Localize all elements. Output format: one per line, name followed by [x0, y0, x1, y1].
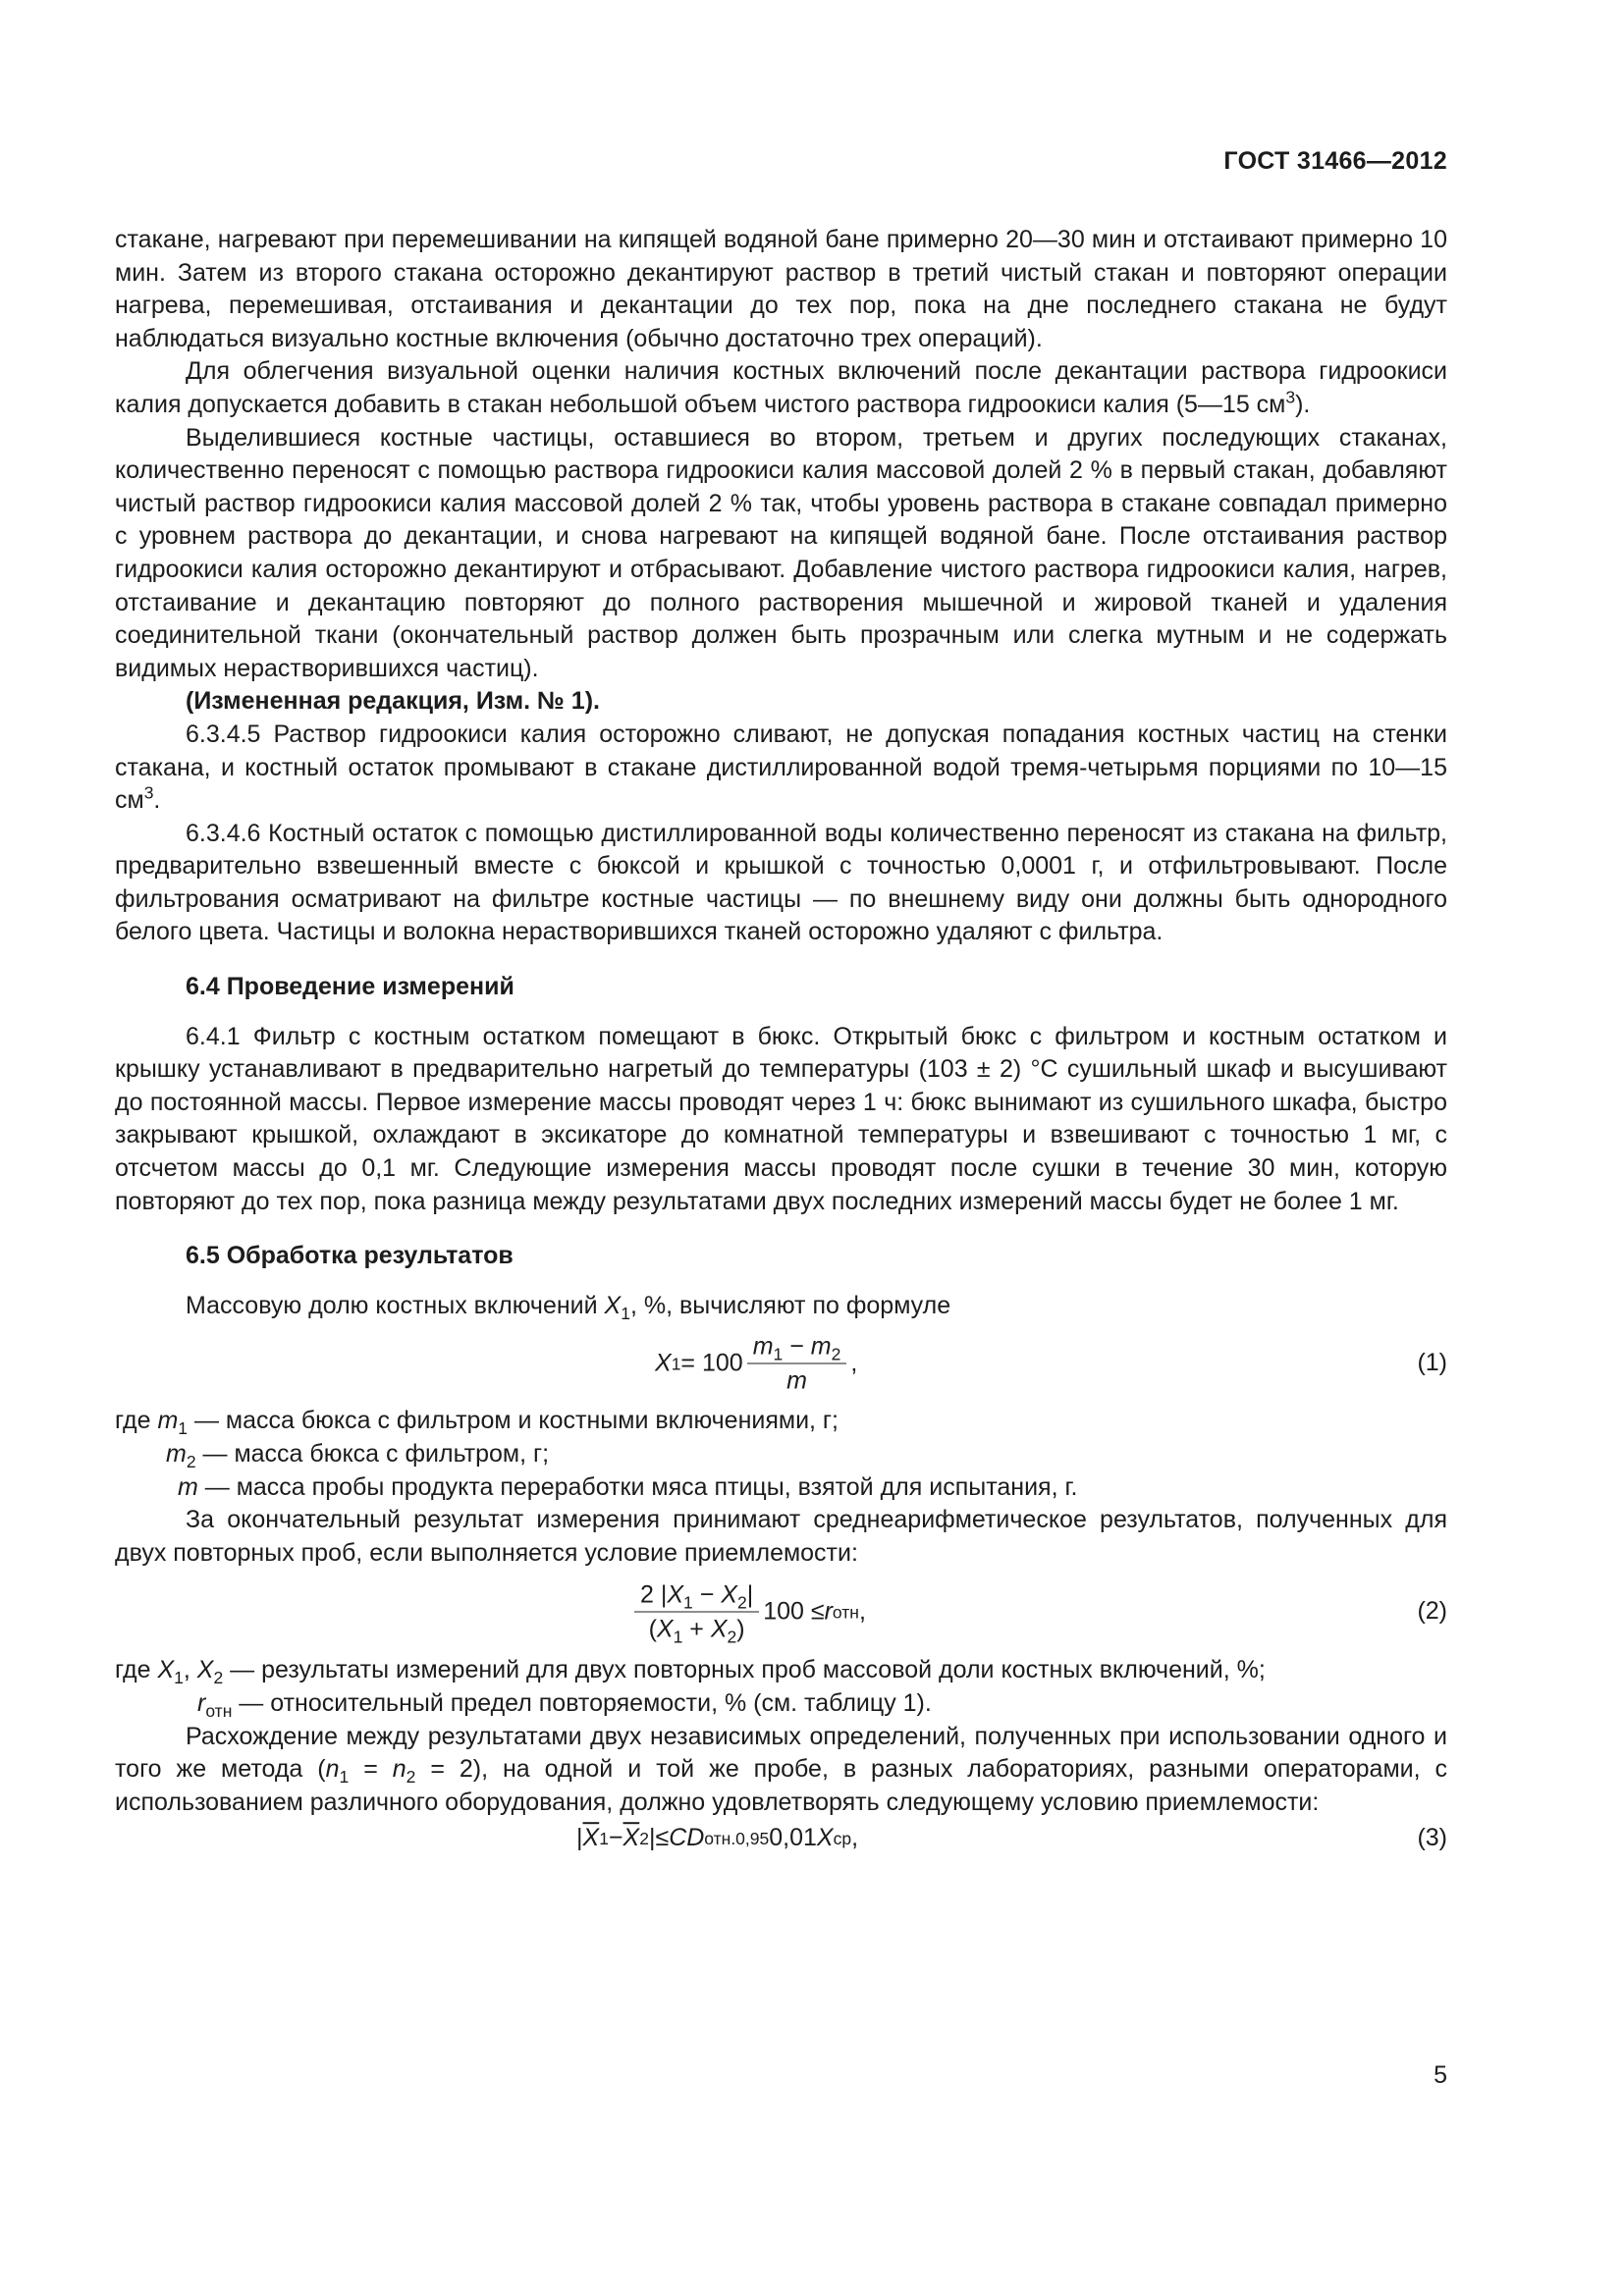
- formula-number: (1): [1417, 1349, 1447, 1377]
- formula-intro: Массовую долю костных включений $X_1$, %, вычисляют по формуле: [186, 1291, 951, 1323]
- legend-line: $r_{отн}$ — относительный предел повторяемости, % (см. таблицу 1).: [197, 1688, 932, 1722]
- legend-line: m — масса пробы продукта переработки мяса птицы, взятой для испытания, г.: [178, 1472, 1078, 1501]
- formula-number: (2): [1417, 1597, 1447, 1626]
- paragraph: Расхождение между результатами двух независимых определений, полученных при использовании одного и того же метода $(n_1 = n_2 = 2)$, на одной и той же пробе, в разных лабораториях, разными операторами, с использованием различного оборудования, должно удовлетворять следующему условию приемлемости:: [115, 1722, 1447, 1816]
- section-heading-6-4: 6.4 Проведение измерений: [186, 973, 514, 1001]
- formula-3: | $\overline{X}$ 1 − $\overline{X}$ 2 | ≤ CD отн.0,95 0,01 X ср , (3): [115, 1819, 1447, 1858]
- page-number: 5: [1434, 2061, 1447, 2089]
- legend-line: $m_2$ — масса бюкса с фильтром, г;: [166, 1440, 550, 1472]
- paragraph: стакане, нагревают при перемешивании на кипящей водяной бане примерно 20—30 мин и отстаивают примерно 10 мин. Затем из второго стакана осторожно декантируют раствор в третий чистый стакан и повторяют операции нагрева, перемешивая, отстаивания и декантации до тех пор, пока на дне последнего стакана не будут наблюдаться визуально костные включения (обычно достаточно трех операций).: [115, 226, 1447, 352]
- paragraph: За окончательный результат измерения принимают среднеарифметическое результатов, полученных для двух повторных проб, если выполняется условие приемлемости:: [115, 1506, 1447, 1567]
- amendment-note: (Измененная редакция, Изм. № 1).: [186, 687, 600, 716]
- legend-line: где $X_1$, $X_2$ — результаты измерений для двух повторных проб массовой доли костных включений, %;: [115, 1656, 1266, 1688]
- clause-6-3-4-5: 6.3.4.5 Раствор гидроокиси калия осторожно сливают, не допуская попадания костных частиц на стенки стакана, и костный остаток промывают в стакане дистиллированной водой тремя-четырьмя порциями по 10—15 $см^3$.: [115, 720, 1447, 815]
- formula-2: $\frac{2 |X_1 - X_2|}{(X_1 + X_2)}$ 100 ≤ r отн , (2): [115, 1570, 1447, 1654]
- formula-1: X 1 = 100 $\frac{m_1 - m_2}{m}$ , (1): [655, 1332, 1447, 1395]
- formula-number: (3): [1417, 1824, 1447, 1852]
- paragraph: Для облегчения визуальной оценки наличия костных включений после декантации раствора гидроокиси калия допускается добавить в стакан небольшой объем чистого раствора гидроокиси калия (5—15 $см^3$).: [115, 357, 1447, 418]
- legend-line: где $m_1$ — масса бюкса с фильтром и костными включениями, г;: [115, 1407, 839, 1439]
- document-header: ГОСТ 31466—2012: [1223, 147, 1447, 175]
- paragraph: Выделившиеся костные частицы, оставшиеся во втором, третьем и других последующих стаканах, количественно переносят с помощью раствора гидроокиси калия массовой долей 2 % в первый стакан, добавляют чистый раствор гидроокиси калия массовой долей 2 % так, чтобы уровень раствора в стакане совпадал примерно с уровнем раствора до декантации, и снова нагревают на кипящей водяной бане. После отстаивания раствор гидроокиси калия осторожно декантируют и отбрасывают. Добавление чистого раствора гидроокиси калия, нагрев, отстаивание и декантацию повторяют до полного растворения мышечной и жировой тканей и удаления соединительной ткани (окончательный раствор должен быть прозрачным или слегка мутным и не содержать видимых нерастворившихся частиц).: [115, 423, 1447, 682]
- section-heading-6-5: 6.5 Обработка результатов: [186, 1242, 514, 1270]
- clause-6-3-4-6: 6.3.4.6 Костный остаток с помощью дистиллированной воды количественно переносят из стакана на фильтр, предварительно взвешенный вместе с бюксой и крышкой с точностью 0,0001 г, и отфильтровывают. После фильтрования осматривают на фильтре костные частицы — по внешнему виду они должны быть однородного белого цвета. Частицы и волокна нерастворившихся тканей осторожно удаляют с фильтра.: [115, 819, 1447, 946]
- document-body: [115, 224, 1447, 1858]
- clause-6-4-1: 6.4.1 Фильтр с костным остатком помещают в бюкс. Открытый бюкс с фильтром и костным остатком и крышку устанавливают в предварительно нагретый до температуры (103 ± 2) °С сушильный шкаф и высушивают до постоянной массы. Первое измерение массы проводят через 1 ч: бюкс вынимают из сушильного шкафа, быстро закрывают крышкой, охлаждают в эксикаторе до комнатной температуры и взвешивают с точностью 1 мг, с отсчетом массы до 0,1 мг. Следующие измерения массы проводят после сушки в течение 30 мин, которую повторяют до тех пор, пока разница между результатами двух последних измерений массы будет не более 1 мг.: [115, 1022, 1447, 1215]
